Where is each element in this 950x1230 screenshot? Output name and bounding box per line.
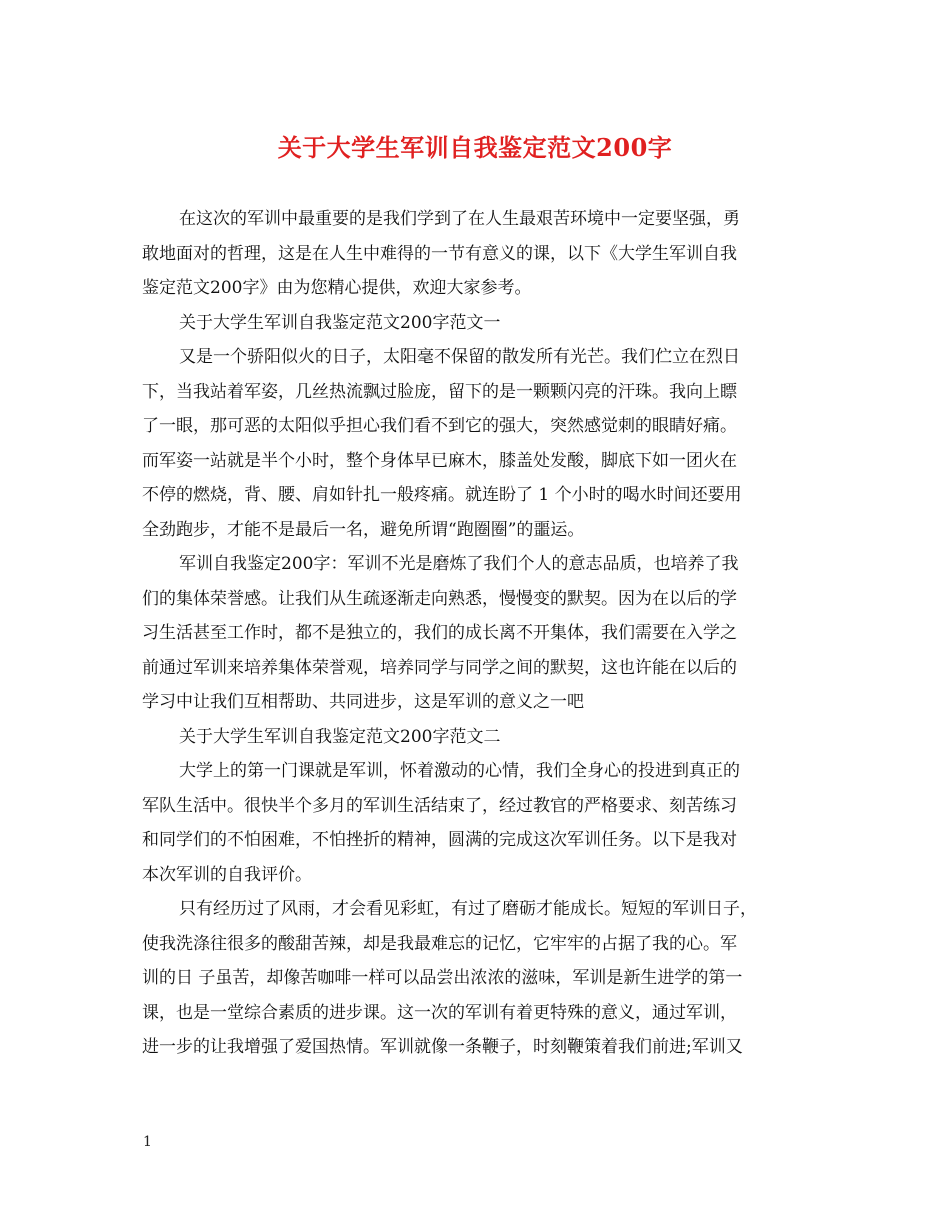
text-line: 学习中让我们互相帮助、共同进步，这是军训的意义之一吧: [142, 692, 584, 712]
text-line: 课，也是一堂综合素质的进步课。这一次的军训有着更特殊的意义，通过军训，: [142, 1002, 737, 1023]
text-line: 全劲跑步，才能不是最后一名，避免所谓“跑圈圈”的噩运。: [142, 519, 585, 540]
text-line: 鉴定范文200字》由为您精心提供，欢迎大家参考。: [142, 278, 532, 298]
text-line: 大学上的第一门课就是军训，怀着激动的心情，我们全身心的投进到真正的: [179, 761, 740, 781]
text-line: 本次军训的自我评价。: [142, 864, 312, 885]
text-line: 下，当我站着军姿，几丝热流飘过脸庞，留下的是一颗颗闪亮的汗珠。我向上瞟: [142, 381, 737, 402]
text-line: 敢地面对的哲理，这是在人生中难得的一节有意义的课，以下《大学生军训自我: [142, 243, 737, 264]
text-line: 和同学们的不怕困难，不怕挫折的精神，圆满的完成这次军训任务。以下是我对: [142, 830, 737, 850]
text-line: 习生活甚至工作时，都不是独立的，我们的成长离不开集体，我们需要在入学之: [142, 623, 737, 643]
document-body: [142, 202, 810, 1065]
text-line: 不停的燃烧，背、腰、肩如针扎一般疼痛。就连盼了 1 个小时的喝水时间还要用: [142, 485, 742, 505]
text-line: 关于大学生军训自我鉴定范文200字范文一: [179, 312, 501, 333]
text-line: 而军姿一站就是半个小时，整个身体早已麻木，膝盖处发酸，脚底下如一团火在: [142, 450, 737, 471]
text-line: 又是一个骄阳似火的日子，太阳毫不保留的散发所有光芒。我们伫立在烈日: [179, 347, 740, 367]
text-line: 军队生活中。很快半个多月的军训生活结束了，经过教官的严格要求、刻苦练习: [142, 795, 737, 816]
text-line: 了一眼，那可恶的太阳似乎担心我们看不到它的强大，突然感觉刺的眼睛好痛。: [142, 416, 737, 436]
text-line: 训的日 子虽苦，却像苦咖啡一样可以品尝出浓浓的滋味，军训是新生进学的第一: [142, 968, 743, 988]
text-line: 军训自我鉴定200字：军训不光是磨炼了我们个人的意志品质，也培养了我: [179, 554, 739, 574]
text-line: 只有经历过了风雨，才会看见彩虹，有过了磨砺才能成长。短短的军训日子，: [179, 899, 757, 919]
text-line: 前通过军训来培养集体荣誉观，培养同学与同学之间的默契，这也许能在以后的: [142, 657, 737, 678]
text-line: 关于大学生军训自我鉴定范文200字范文二: [179, 726, 501, 747]
text-line: 使我洗涤往很多的酸甜苦辣，却是我最难忘的记忆，它牢牢的占据了我的心。军: [142, 933, 737, 954]
text-line: 们的集体荣誉感。让我们从生疏逐渐走向熟悉，慢慢变的默契。因为在以后的学: [142, 588, 737, 609]
text-line: 进一步的让我增强了爱国热情。军训就像一条鞭子，时刻鞭策着我们前进;军训又: [142, 1037, 743, 1057]
page-number: 1: [143, 1134, 152, 1150]
document-title: 关于大学生军训自我鉴定范文200字: [277, 133, 673, 162]
text-line: 在这次的军训中最重要的是我们学到了在人生最艰苦环境中一定要坚强，勇: [179, 209, 740, 229]
